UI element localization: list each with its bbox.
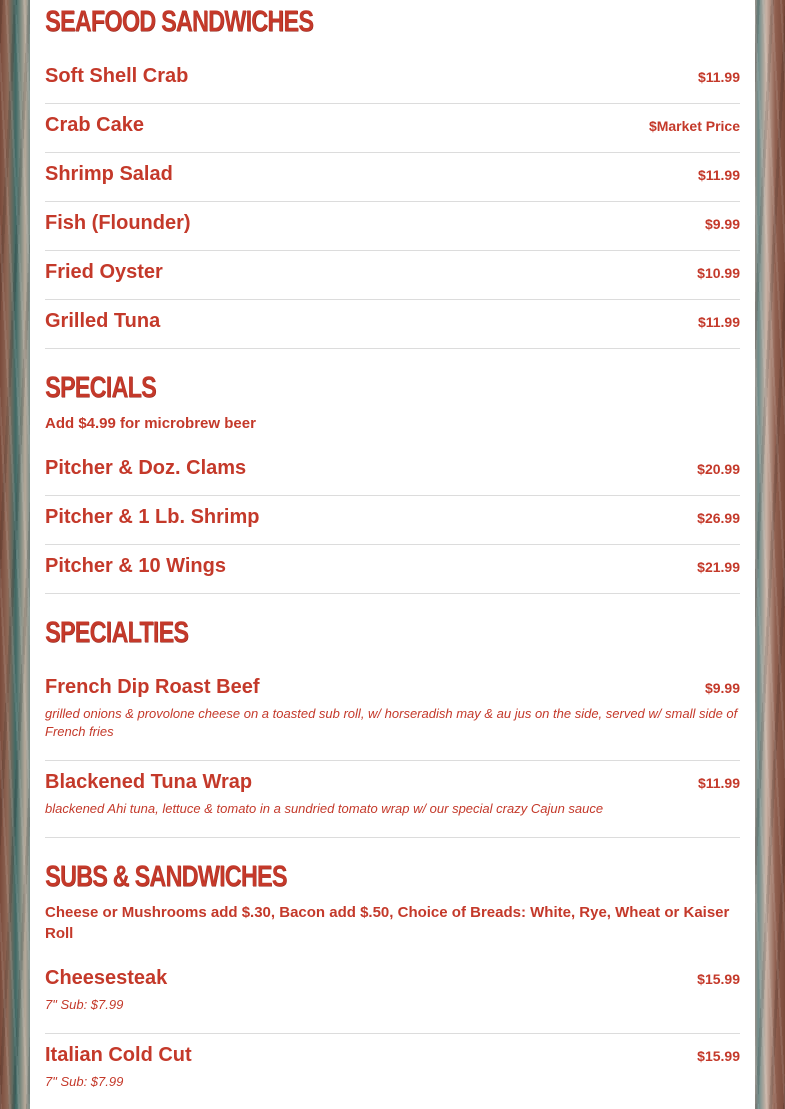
item-name: Crab Cake (45, 114, 144, 136)
section-note: Add $4.99 for microbrew beer (45, 415, 256, 432)
item-name: Blackened Tuna Wrap (45, 771, 253, 793)
item-price: $10.99 (697, 265, 740, 281)
section-seafood-sandwiches (45, 4, 740, 40)
item-price: $9.99 (704, 216, 740, 232)
menu-item (45, 64, 740, 104)
item-name: Grilled Tuna (45, 310, 161, 332)
item-description: 7" Sub: $7.99 (45, 997, 124, 1012)
section-title: SPECIALTIES (45, 616, 189, 649)
item-description: blackened Ahi tuna, lettuce & tomato in a sundried tomato wrap w/ our special crazy Cajun sauce (45, 801, 604, 816)
item-price: $Market Price (648, 118, 740, 134)
item-price: $21.99 (697, 559, 740, 575)
menu-item (45, 966, 740, 1034)
menu-item (45, 162, 740, 202)
menu-item (45, 456, 740, 496)
section-title: SUBS & SANDWICHES (45, 860, 287, 893)
item-description: grilled onions & provolone cheese on a toasted sub roll, w/ horseradish may & au jus on the side, served w/ small side of French fries (45, 706, 738, 739)
section-subs-sandwiches (45, 859, 740, 944)
menu-item (45, 770, 740, 838)
item-price: $11.99 (697, 69, 740, 85)
item-price: $26.99 (697, 510, 740, 526)
item-name: Pitcher & 1 Lb. Shrimp (45, 506, 260, 528)
menu-item (45, 554, 740, 594)
item-name: Pitcher & 10 Wings (45, 555, 226, 577)
item-price: $15.99 (697, 1048, 740, 1064)
menu-item (45, 113, 740, 153)
item-price: $11.99 (697, 314, 740, 330)
item-price: $11.99 (697, 167, 740, 183)
menu-item (45, 1043, 740, 1109)
section-title: SEAFOOD SANDWICHES (45, 5, 314, 38)
item-name: Soft Shell Crab (45, 65, 189, 87)
section-title: SPECIALS (45, 371, 156, 404)
section-specialties (45, 615, 740, 651)
menu-item (45, 260, 740, 300)
item-name: Cheesesteak (45, 967, 168, 989)
section-note: Cheese or Mushrooms add $.30, Bacon add $.50, Choice of Breads: White, Rye, Wheat or Kaiser Roll (45, 904, 730, 942)
item-name: Pitcher & Doz. Clams (45, 457, 247, 479)
item-name: Italian Cold Cut (45, 1044, 192, 1066)
menu-panel (30, 0, 755, 1109)
item-price: $20.99 (697, 461, 740, 477)
item-name: Shrimp Salad (45, 163, 173, 185)
menu-item (45, 211, 740, 251)
menu-item (45, 505, 740, 545)
item-price: $11.99 (697, 775, 740, 791)
item-price: $15.99 (697, 971, 740, 987)
item-price: $9.99 (704, 680, 740, 696)
menu-item (45, 309, 740, 349)
item-name: Fried Oyster (45, 261, 163, 283)
item-name: French Dip Roast Beef (45, 676, 260, 698)
item-description: 7" Sub: $7.99 (45, 1074, 124, 1089)
item-name: Fish (Flounder) (45, 212, 191, 234)
section-specials (45, 370, 740, 434)
menu-item (45, 675, 740, 761)
